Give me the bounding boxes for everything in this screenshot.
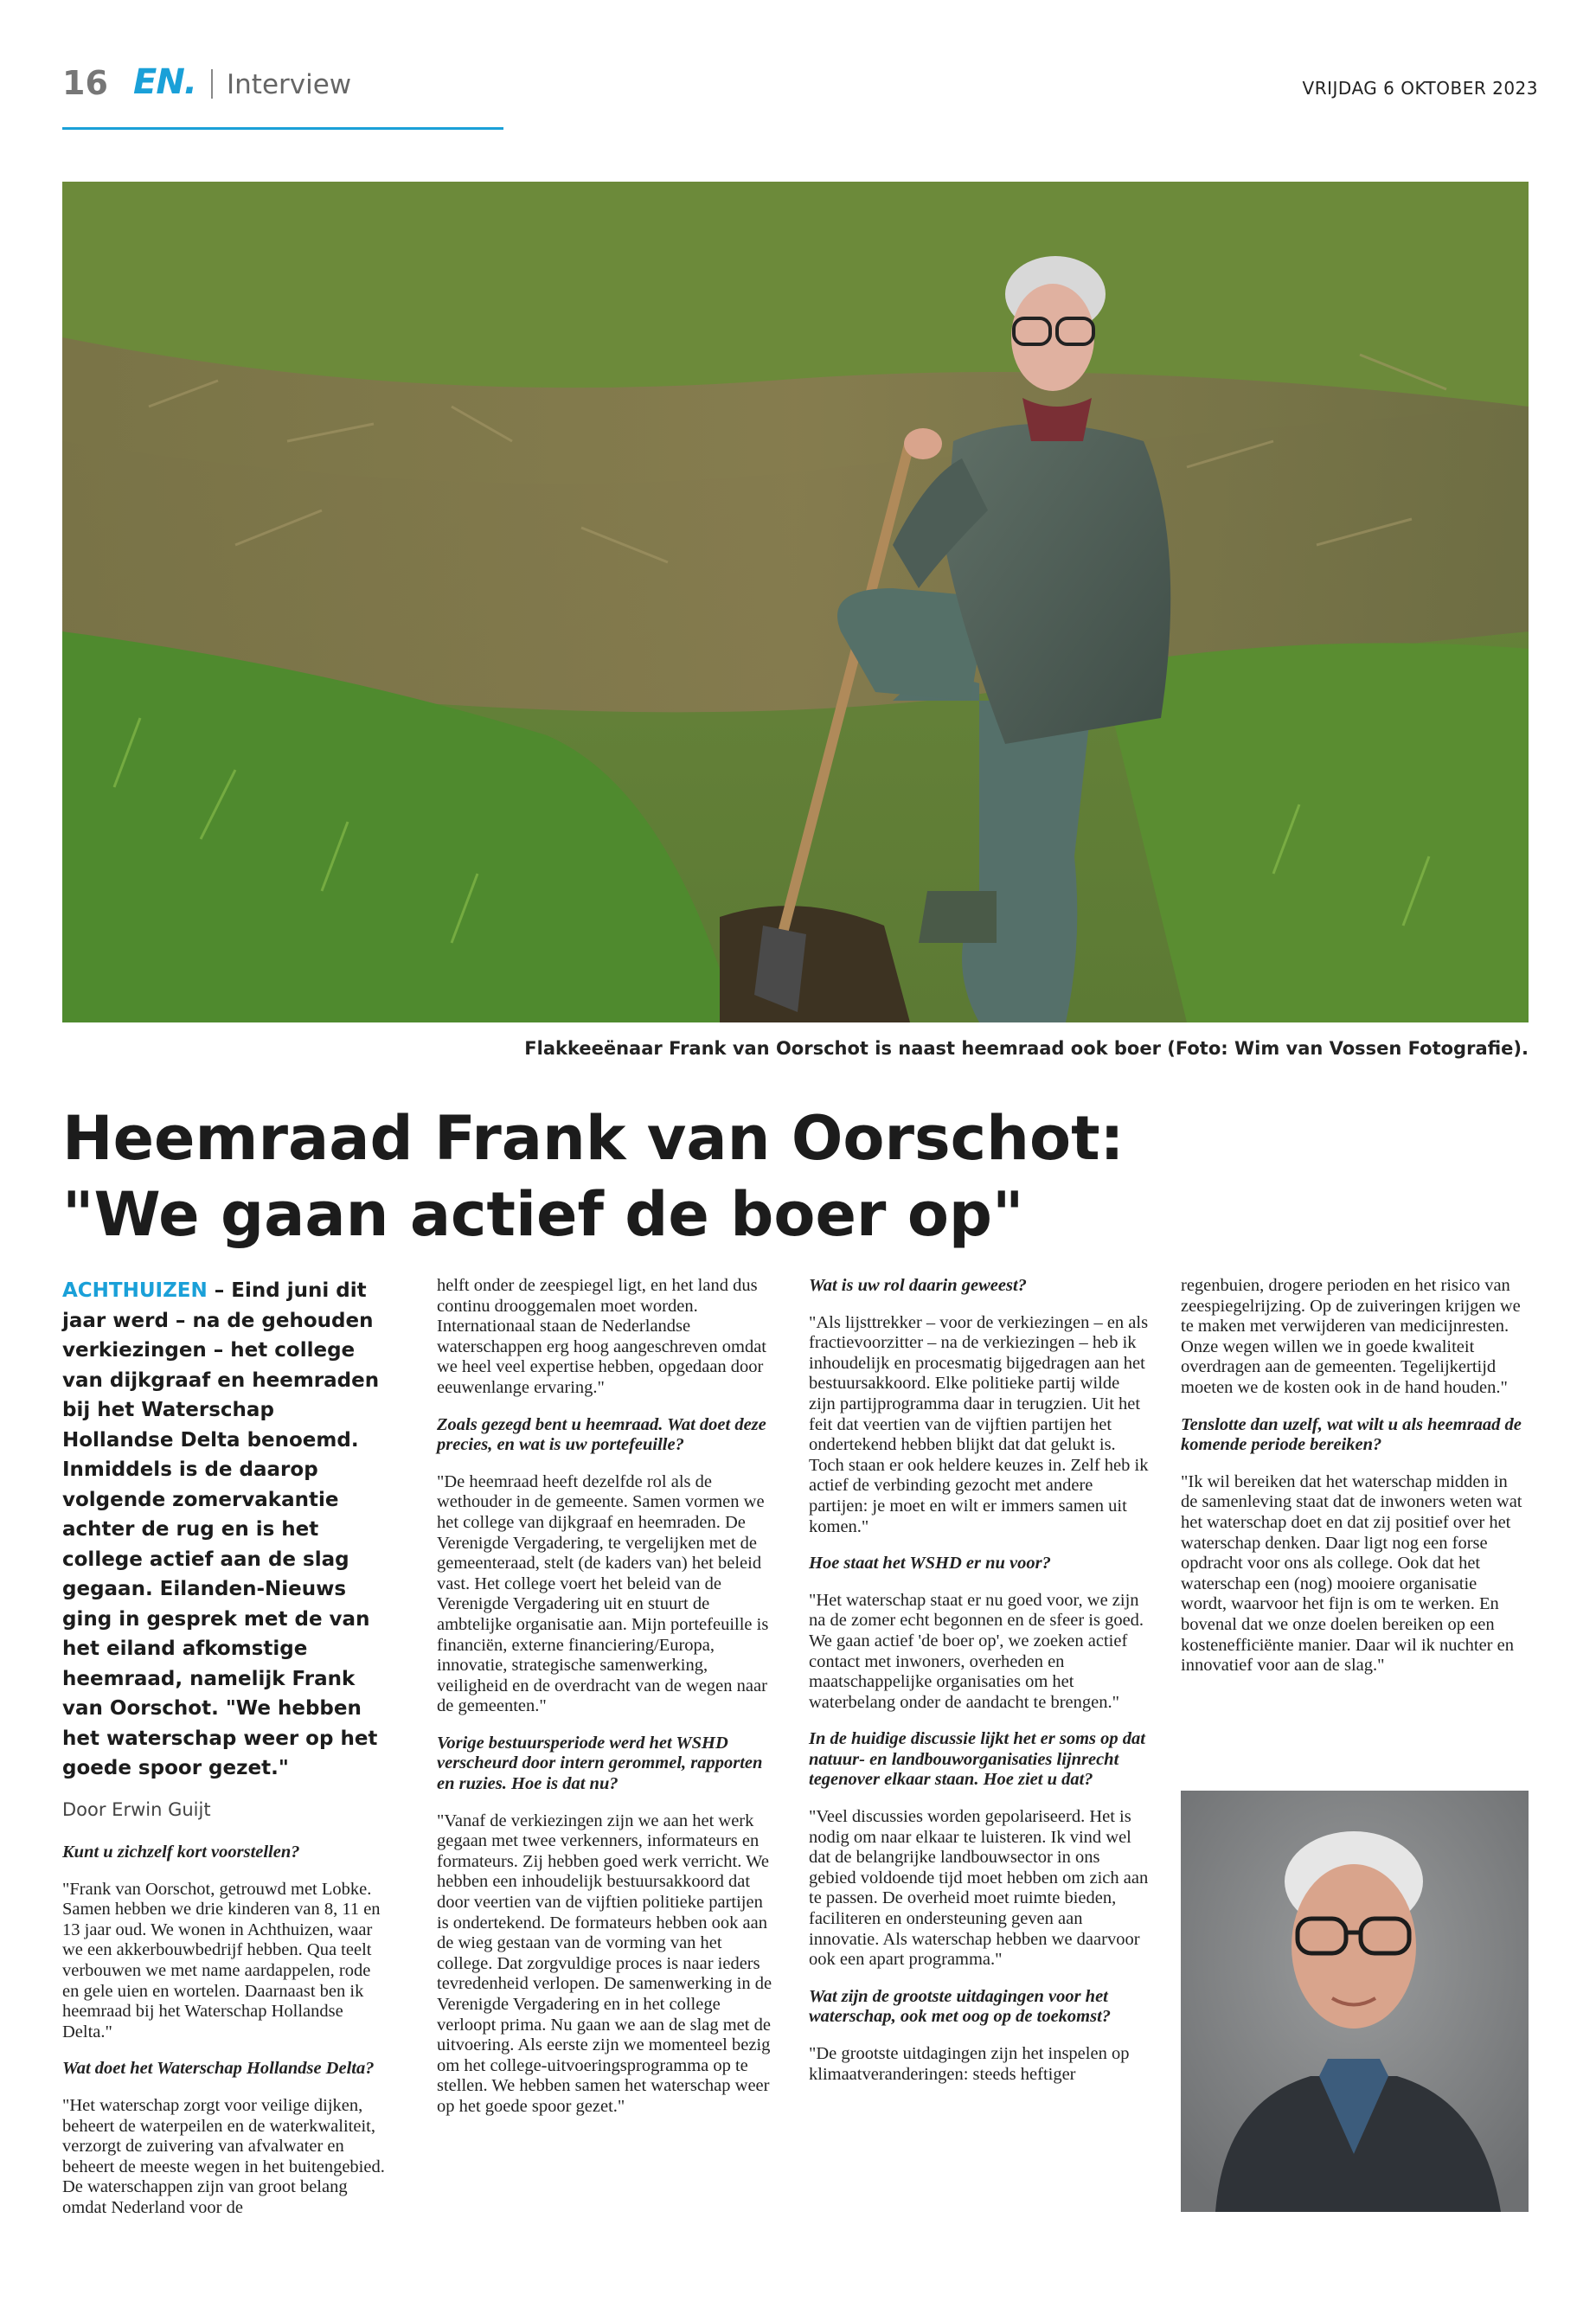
answer: regenbuien, drogere perioden en het risico van zeespiegelrijzing. Op de zuiveringen krijgen we te maken met verwijderen van medicijnresten. Onze wegen willen we in goede kwaliteit overdragen aan de gemeenten. Tegelijkertijd moeten we de kosten ook in de hand houden." [1181,1276,1521,1397]
page-number: 16 [62,64,108,102]
article-column-2 [437,1276,779,2134]
header-rule [62,127,503,130]
headline-line-1: Heemraad Frank van Oorschot: [62,1103,1125,1174]
portrait-photo [1181,1791,1529,2212]
answer: "Ik wil bereiken dat het waterschap midden in de samenleving staat dat de inwoners weten wat het waterschap doet en dat zij positief over het waterschap denken. Daar ligt nog een forse opdracht voor ons als college. Ook dat het waterschap een (nog) mooiere organisatie wordt, waarvoor het fijn is om te werken. En bovenal dat we onze doelen bereiken op een kostenefficiënte manier. Daar wil ik nuchter en innovatief voor aan de slag." [1181,1471,1522,1676]
article-column-3 [809,1276,1151,2101]
article-headline [62,1100,1533,1253]
section-label: Interview [227,69,352,100]
question: Tenslotte dan uzelf, wat wilt u als heemraad de komende periode bereiken? [1181,1414,1522,1455]
question: Wat doet het Waterschap Hollandse Delta? [62,2059,375,2079]
main-photo [62,182,1529,1022]
newspaper-logo: EN. [133,62,196,102]
question: Hoe staat het WSHD er nu voor? [809,1554,1051,1574]
question: Vorige bestuursperiode werd het WSHD verscheurd door intern gerommel, rapporten en ruzies. Hoe is dat nu? [437,1733,763,1794]
article-column-4 [1181,1276,1527,1693]
question: Kunt u zichzelf kort voorstellen? [62,1843,300,1862]
answer: helft onder de zeespiegel ligt, en het land dus continu drooggemalen moet worden. Internationaal staan de Nederlandse waterschappen erg hoog aangeschreven omdat we heel veel expertise hebben, opgedaan door eeuwenlange ervaring." [437,1276,766,1397]
answer: "Vanaf de verkiezingen zijn we aan het werk gegaan met twee verkenners, informateurs en formateurs. Zij hebben goed werk verricht. We hebben een inhoudelijk bestuursakkoord dat door veertien van de vijftien politieke partijen is ondertekend. De formateurs hebben ook aan de wieg gestaan van de vorming van het college. Dat zorgvuldige proces is naar ieders tevredenheid verlopen. De samenwerking in de Verenigde Vergadering en in het college verloopt prima. Nu gaan we aan de slag met de uitvoering. Als eerste zijn we momenteel bezig om het college-uitvoeringsprogramma op te stellen. We hebben samen het waterschap weer op het goede spoor gezet." [437,1811,772,2116]
question: Zoals gezegd bent u heemraad. Wat doet deze precies, en wat is uw portefeuille? [437,1414,766,1455]
question: Wat zijn de grootste uitdagingen voor het waterschap, ook met oog op de toekomst? [809,1986,1112,2027]
headline-line-2: "We gaan actief de boer op" [62,1179,1024,1250]
header-divider [211,69,213,99]
page-header [62,61,1538,130]
question: Wat is uw rol daarin geweest? [809,1276,1027,1295]
dateline: ACHTHUIZEN [62,1279,208,1302]
intro-text: – Eind juni dit jaar werd – na de gehouden verkiezingen – het college van dijkgraaf en heemraden bij het Waterschap Hollandse Delta benoemd. Inmiddels is de daarop volgende zomervakantie achter de rug en is het college actief aan de slag gegaan. Eilanden-Nieuws ging in gesprek met de van het eiland afkomstige heemraad, namelijk Frank van Oorschot. "We hebben het waterschap weer op het goede spoor gezet." [62,1279,380,1779]
answer: "De grootste uitdagingen zijn het inspelen op klimaatveranderingen: steeds heftiger [809,2044,1130,2084]
question: In de huidige discussie lijkt het er soms op dat natuur- en landbouworganisaties lijnrecht tegenover elkaar staan. Hoe ziet u dat? [809,1729,1145,1790]
issue-date: VRIJDAG 6 OKTOBER 2023 [1302,78,1538,99]
article-column-1 [62,1276,391,2235]
answer: "Veel discussies worden gepolariseerd. Het is nodig om naar elkaar te luisteren. Ik vind wel dat de belangrijke landbouwsector in ons gebied voldoende tijd moet hebben om zich aan te passen. De overheid moet ruimte bieden, faciliteren en ondersteuning geven aan innovatie. Als waterschap hebben we daarvoor ook een apart programma." [809,1807,1149,1970]
answer: "Als lijsttrekker – voor de verkiezingen – en als fractievoorzitter – na de verkiezingen – heb ik inhoudelijk en procesmatig bijgedragen aan het bestuursakkoord. Elke politieke partij wilde zijn partijprogramma daar in terugzien. Uit het feit dat veertien van de vijftien partijen het ondertekend hebben blijkt dat dat gelukt is. Toch staan er ook heldere keuzes in. Zelf heb ik actief de verbinding gezocht met andere partijen: je moet en wilt er immers samen uit komen." [809,1312,1149,1536]
photo-caption: Flakkeeënaar Frank van Oorschot is naast heemraad ook boer (Foto: Wim van Vossen Fotografie). [524,1038,1529,1059]
answer: "Het waterschap zorgt voor veilige dijken, beheert de waterpeilen en de waterkwaliteit, verzorgt de zuivering van afvalwater en beheert de meeste wegen in het buitengebied. De waterschappen zijn van groot belang omdat Nederland voor de [62,2096,385,2217]
answer: "Frank van Oorschot, getrouwd met Lobke. Samen hebben we drie kinderen van 8, 11 en 13 jaar oud. We wonen in Achthuizen, waar we een akkerbouwbedrijf hebben. Qua teelt verbouwen we met name aardappelen, rode en gele uien en wortelen. Daarnaast ben ik heemraad bij het Waterschap Hollandse Delta." [62,1879,381,2041]
answer: "Het waterschap staat er nu goed voor, we zijn na de zomer echt begonnen en de sfeer is goed. We gaan actief 'de boer op', we zoeken actief contact met inwoners, overheden en maatschappelijke organisaties om het waterbelang onder de aandacht te brengen." [809,1590,1144,1712]
intro-paragraph [62,1276,391,1784]
byline: Door Erwin Guijt [62,1798,211,1820]
answer: "De heemraad heeft dezelfde rol als de wethouder in de gemeente. Samen vormen we het college van dijkgraaf en heemraden. De Verenigde Vergadering, te vergelijken met de gemeenteraad, stelt (de kaders van) het beleid vast. Het college voert het beleid van de Verenigde Vergadering uit en stuurt de ambtelijke organisatie aan. Mijn portefeuille is financiën, externe financiering/Europa, innovatie, strategische samenwerking, veiligheid en de overdracht van de wegen naar de gemeenten." [437,1471,769,1716]
